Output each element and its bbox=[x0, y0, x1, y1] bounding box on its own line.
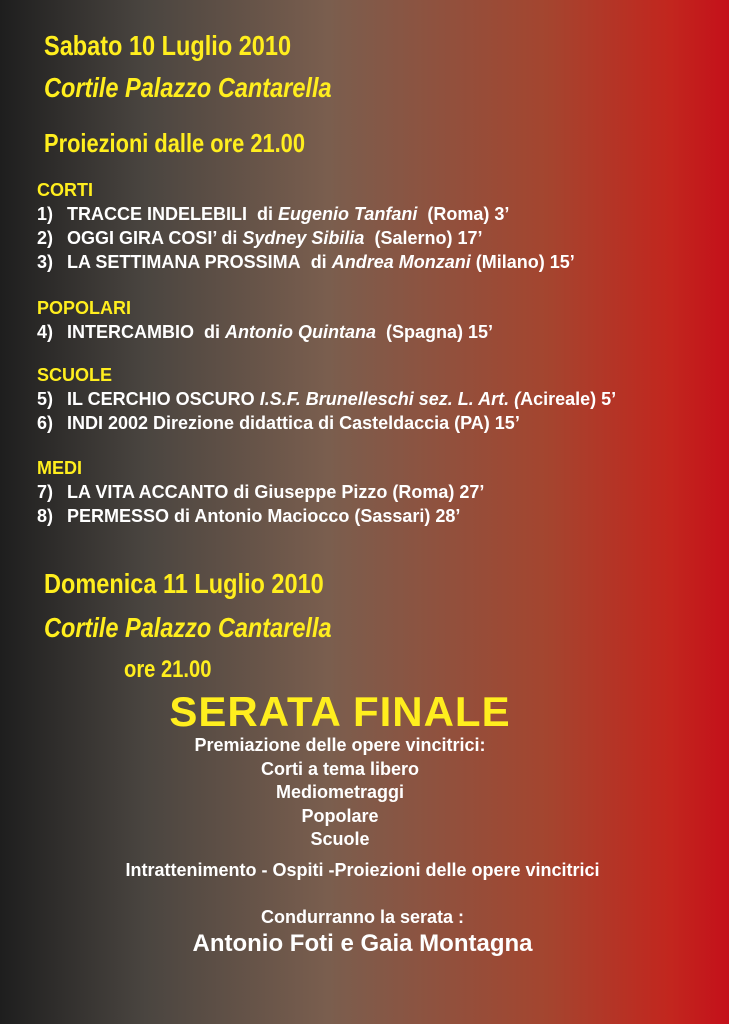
section-title-popolari: POPOLARI bbox=[37, 298, 132, 318]
hosts-names: Antonio Foti e Gaia Montagna bbox=[192, 930, 533, 957]
film-title: OGGI GIRA COSI’ bbox=[67, 228, 217, 248]
item-number: 8) bbox=[37, 506, 54, 526]
award-item: Corti a tema libero bbox=[260, 758, 420, 779]
awards-intro: Premiazione delle opere vincitrici: bbox=[194, 735, 486, 755]
section-title-medi: MEDI bbox=[37, 458, 82, 478]
film-item bbox=[37, 250, 575, 274]
entertainment-line: Intrattenimento - Ospiti -Proiezioni delle opere vincitrici bbox=[125, 860, 600, 880]
film-title: TRACCE INDELEBILI bbox=[67, 204, 247, 224]
film-title: IL CERCHIO OSCURO bbox=[67, 389, 255, 409]
film-item bbox=[37, 480, 484, 504]
award-item: Scuole bbox=[310, 829, 370, 849]
by-word: di bbox=[310, 252, 327, 272]
film-author: Andrea Monzani bbox=[331, 252, 471, 272]
film-item bbox=[37, 504, 484, 528]
film-item bbox=[37, 387, 616, 411]
film-text: PERMESSO di Antonio Maciocco (Sassari) 28’ bbox=[67, 506, 461, 526]
film-origin-duration: (Salerno) 17’ bbox=[374, 228, 483, 248]
item-number: 2) bbox=[37, 228, 54, 248]
hosts-label: Condurranno la serata : bbox=[260, 907, 465, 927]
film-author: Antonio Quintana bbox=[225, 322, 377, 342]
item-number: 4) bbox=[37, 322, 54, 342]
film-text: LA VITA ACCANTO di Giuseppe Pizzo (Roma) 27’ bbox=[67, 482, 485, 502]
item-number: 6) bbox=[37, 413, 54, 433]
film-item bbox=[37, 202, 575, 226]
film-origin-duration: (Milano) 15’ bbox=[475, 252, 575, 272]
day1-projections-time: Proiezioni dalle ore 21.00 bbox=[44, 128, 305, 158]
day2-time: ore 21.00 bbox=[124, 656, 212, 683]
film-text: INDI 2002 Direzione didattica di Casteldaccia (PA) 15’ bbox=[67, 413, 520, 433]
by-word: di bbox=[257, 204, 274, 224]
day2-date: Domenica 11 Luglio 2010 bbox=[44, 568, 324, 599]
film-origin-duration: (Spagna) 15’ bbox=[386, 322, 494, 342]
film-item bbox=[37, 411, 616, 435]
film-title: INTERCAMBIO bbox=[67, 322, 194, 342]
item-number: 5) bbox=[37, 389, 54, 409]
day2-venue: Cortile Palazzo Cantarella bbox=[44, 612, 332, 643]
section-corti bbox=[37, 178, 575, 274]
film-item bbox=[37, 320, 493, 344]
film-author: I.S.F. Brunelleschi sez. L. Art. ( bbox=[259, 389, 521, 409]
by-word: di bbox=[204, 322, 221, 342]
award-item: Mediometraggi bbox=[275, 782, 404, 802]
day1-venue: Cortile Palazzo Cantarella bbox=[44, 72, 332, 103]
section-scuole bbox=[37, 363, 616, 435]
film-origin-duration: (Roma) 3’ bbox=[427, 204, 510, 224]
section-popolari bbox=[37, 296, 493, 344]
film-origin-duration: Acireale) 5’ bbox=[520, 389, 617, 409]
section-medi bbox=[37, 456, 484, 528]
final-evening-headline: SERATA FINALE bbox=[169, 688, 511, 735]
film-item bbox=[37, 226, 575, 250]
film-author: Eugenio Tanfani bbox=[278, 204, 418, 224]
item-number: 1) bbox=[37, 204, 54, 224]
by-word: di bbox=[221, 228, 238, 248]
section-title-corti: CORTI bbox=[37, 180, 93, 200]
section-title-scuole: SCUOLE bbox=[37, 365, 113, 385]
item-number: 3) bbox=[37, 252, 54, 272]
award-item: Popolare bbox=[301, 805, 379, 826]
film-title: LA SETTIMANA PROSSIMA bbox=[67, 252, 301, 272]
awards-list bbox=[0, 734, 680, 852]
item-number: 7) bbox=[37, 482, 54, 502]
day1-date: Sabato 10 Luglio 2010 bbox=[44, 30, 292, 61]
film-author: Sydney Sibilia bbox=[242, 228, 365, 248]
